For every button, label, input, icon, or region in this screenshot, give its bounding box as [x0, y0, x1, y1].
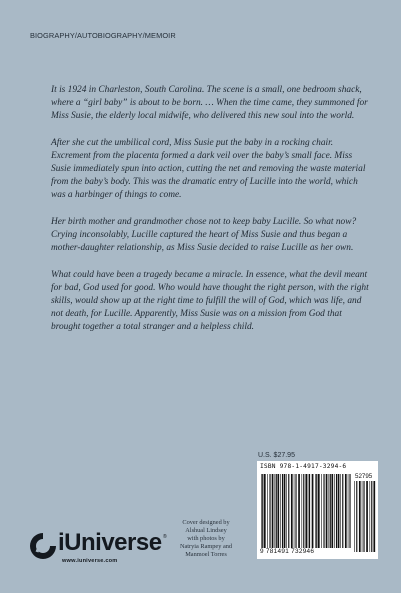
- barcode-bar: [275, 474, 276, 552]
- barcode-bar: [354, 481, 355, 552]
- barcode-bar: [331, 474, 333, 552]
- credits-line-1: Cover designed by: [182, 519, 230, 526]
- cover-credits: [168, 519, 244, 559]
- barcode-bar: [359, 481, 361, 552]
- barcode-bar: [330, 474, 331, 552]
- barcode-bar: [338, 474, 340, 552]
- barcode-bar: [294, 474, 295, 552]
- barcode-bar: [305, 474, 307, 552]
- blurb-paragraph-1: It is 1924 in Charleston, South Carolina. The scene is a small, one bedroom shack, where a “girl baby” is about to be born. … When the time came, they summoned for Miss Susie, the elderly local midwife, who delivered this new soul into the world.: [51, 85, 368, 121]
- barcode-bar: [362, 481, 363, 552]
- barcode-bar: [366, 481, 368, 552]
- barcode-bar: [316, 474, 317, 552]
- barcode-bar: [303, 474, 304, 552]
- credits-line-2: Alshual Lindsey: [185, 527, 227, 534]
- barcode-bar: [323, 474, 324, 552]
- barcode-bar: [267, 474, 268, 552]
- barcode-bar: [370, 481, 371, 552]
- publisher-name: iUniverse: [58, 529, 162, 556]
- blurb-paragraph-3: Her birth mother and grandmother chose not to keep baby Lucille. So what now? Crying inconsolably, Lucille captured the heart of Miss Susie and thus began a mother-daughter relationship, as Miss Susie decided to raise Lucille as her own.: [51, 217, 357, 253]
- blurb-paragraph-4: What could have been a tragedy became a miracle. In essence, what the devil meant for bad, God used for good. Who would have thought the right person, with the right skills, would show up at the right time to fulfill the will of God, which was life, and not death, for Lucille. Apparently, Miss Susie was on a mission from God that brought together a total stranger and a helpless child.: [51, 270, 369, 332]
- barcode-bar: [371, 481, 372, 552]
- barcode-bar: [282, 474, 283, 552]
- credits-line-3: with photos by: [187, 535, 225, 542]
- barcode-bar: [348, 474, 349, 552]
- barcode-bar: [302, 474, 303, 552]
- barcode-bar: [286, 474, 287, 552]
- barcode-bar: [312, 474, 314, 552]
- barcode-bar: [309, 474, 310, 552]
- barcode-bar: [345, 474, 347, 552]
- credits-line-5: Manmoel Torres: [185, 551, 227, 558]
- barcode-bar: [321, 474, 322, 552]
- registered-mark: ®: [163, 534, 167, 540]
- price-addon-code: 52795: [355, 473, 373, 480]
- barcode-bar: [340, 474, 341, 552]
- barcode-bar: [373, 481, 375, 552]
- barcode-bar: [308, 474, 309, 552]
- barcode-bar: [277, 474, 279, 552]
- price-label: U.S. $27.95: [258, 452, 295, 459]
- barcode-bar: [264, 474, 266, 552]
- barcode-bar: [326, 474, 328, 552]
- barcode-panel: [257, 461, 378, 559]
- barcode-bar: [342, 474, 343, 552]
- blurb-paragraph-2: After she cut the umbilical cord, Miss Susie put the baby in a rocking chair. Excrement from the placenta formed a dark veil over the baby’s small face. Miss Susie immediately spun into action, cutting the net and removing the waste material from the baby’s body. This was the dramatic entry of Lucille into the world, which was a harbinger of things to come.: [51, 138, 366, 200]
- barcode-bar: [272, 474, 274, 552]
- ean-digits: 9 781491 732946: [260, 548, 352, 555]
- barcode-bar: [291, 474, 293, 552]
- barcode-bar: [315, 474, 316, 552]
- genre-label: BIOGRAPHY/AUTOBIOGRAPHY/MEMOIR: [30, 31, 176, 40]
- barcode-bar: [334, 474, 335, 552]
- barcode-bar: [261, 474, 262, 552]
- addon-barcode: [354, 481, 376, 552]
- barcode-bar: [276, 474, 277, 552]
- barcode-bar: [269, 474, 270, 552]
- barcode-bar: [356, 481, 357, 552]
- barcode-bar: [295, 474, 296, 552]
- barcode-bar: [298, 474, 300, 552]
- isbn-number: ISBN 978-1-4917-3294-6: [260, 463, 347, 470]
- barcode-bar: [329, 474, 330, 552]
- publisher-logo: [28, 531, 166, 575]
- barcode-bar: [280, 474, 281, 552]
- publisher-url: www.iuniverse.com: [62, 558, 118, 564]
- ean-barcode: [261, 474, 351, 552]
- barcode-bar: [318, 474, 320, 552]
- credits-line-4: Natryia Rampey and: [179, 543, 233, 550]
- barcode-bar: [288, 474, 289, 552]
- barcode-bar: [284, 474, 286, 552]
- barcode-bar: [363, 481, 364, 552]
- barcode-bar: [336, 474, 337, 552]
- barcode-bar: [349, 474, 350, 552]
- barcode-bar: [262, 474, 263, 552]
- back-cover-blurb: [51, 84, 371, 348]
- iuniverse-swirl-icon: [28, 531, 58, 561]
